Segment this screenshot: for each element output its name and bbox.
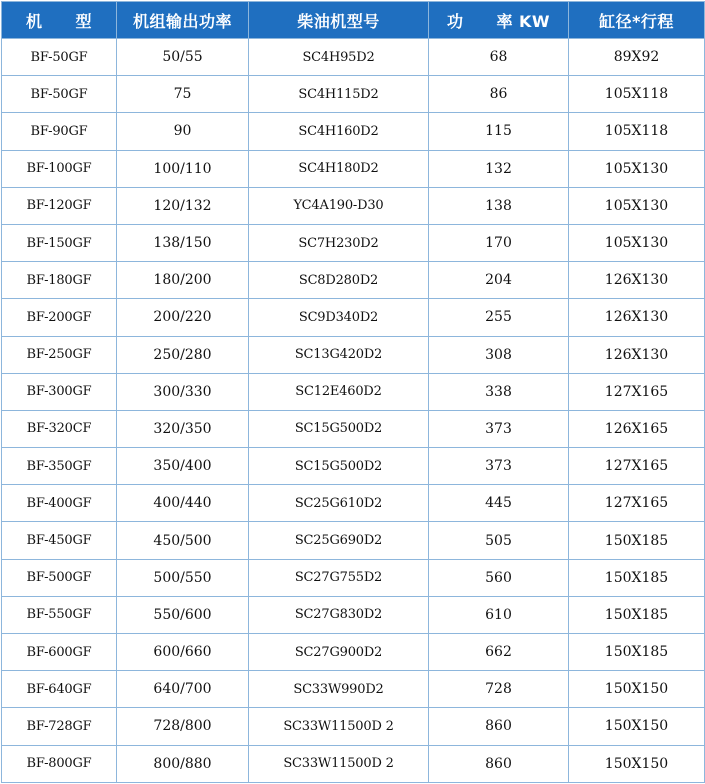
engine-cell: SC25G610D2 [249,485,429,522]
bore-cell: 150X150 [569,745,705,782]
output-cell: 550/600 [117,596,249,633]
bore-cell: 105X118 [569,76,705,113]
engine-cell: SC27G755D2 [249,559,429,596]
engine-cell: SC27G900D2 [249,634,429,671]
model-cell: BF-500GF [2,559,117,596]
table-row [2,522,705,559]
engine-cell: YC4A190-D30 [249,187,429,224]
model-cell: BF-800GF [2,745,117,782]
generator-spec-table [1,1,705,783]
power-cell: 204 [429,262,569,299]
model-cell: BF-100GF [2,150,117,187]
header-row [2,2,705,39]
output-cell: 500/550 [117,559,249,596]
header-engine: 柴油机型号 [249,2,429,39]
model-cell: BF-600GF [2,634,117,671]
table-row [2,39,705,76]
engine-cell: SC13G420D2 [249,336,429,373]
header-power: 功 率 KW [429,2,569,39]
bore-cell: 105X118 [569,113,705,150]
bore-cell: 105X130 [569,224,705,261]
model-cell: BF-550GF [2,596,117,633]
table-row [2,708,705,745]
table-row [2,485,705,522]
power-cell: 138 [429,187,569,224]
model-cell: BF-728GF [2,708,117,745]
table-row [2,559,705,596]
table-body [2,39,705,783]
engine-cell: SC15G500D2 [249,410,429,447]
model-cell: BF-90GF [2,113,117,150]
output-cell: 800/880 [117,745,249,782]
engine-cell: SC9D340D2 [249,299,429,336]
bore-cell: 126X165 [569,410,705,447]
bore-cell: 127X165 [569,485,705,522]
power-cell: 132 [429,150,569,187]
output-cell: 138/150 [117,224,249,261]
power-cell: 68 [429,39,569,76]
bore-cell: 105X130 [569,187,705,224]
table-row [2,76,705,113]
power-cell: 728 [429,671,569,708]
output-cell: 640/700 [117,671,249,708]
power-cell: 255 [429,299,569,336]
output-cell: 300/330 [117,373,249,410]
table-row [2,299,705,336]
model-cell: BF-180GF [2,262,117,299]
bore-cell: 150X185 [569,596,705,633]
model-cell: BF-50GF [2,39,117,76]
engine-cell: SC33W11500D 2 [249,745,429,782]
table-row [2,187,705,224]
header-bore: 缸径*行程 [569,2,705,39]
engine-cell: SC33W11500D 2 [249,708,429,745]
power-cell: 860 [429,745,569,782]
model-cell: BF-250GF [2,336,117,373]
output-cell: 600/660 [117,634,249,671]
engine-cell: SC4H180D2 [249,150,429,187]
bore-cell: 105X130 [569,150,705,187]
power-cell: 86 [429,76,569,113]
engine-cell: SC4H95D2 [249,39,429,76]
output-cell: 728/800 [117,708,249,745]
power-cell: 860 [429,708,569,745]
output-cell: 320/350 [117,410,249,447]
model-cell: BF-50GF [2,76,117,113]
table-row [2,634,705,671]
bore-cell: 150X150 [569,708,705,745]
engine-cell: SC12E460D2 [249,373,429,410]
power-cell: 445 [429,485,569,522]
output-cell: 75 [117,76,249,113]
engine-cell: SC4H115D2 [249,76,429,113]
output-cell: 180/200 [117,262,249,299]
engine-cell: SC33W990D2 [249,671,429,708]
table-row [2,596,705,633]
bore-cell: 126X130 [569,262,705,299]
output-cell: 50/55 [117,39,249,76]
model-cell: BF-640GF [2,671,117,708]
engine-cell: SC15G500D2 [249,448,429,485]
bore-cell: 89X92 [569,39,705,76]
output-cell: 200/220 [117,299,249,336]
model-cell: BF-320CF [2,410,117,447]
output-cell: 120/132 [117,187,249,224]
engine-cell: SC7H230D2 [249,224,429,261]
bore-cell: 150X185 [569,559,705,596]
power-cell: 115 [429,113,569,150]
model-cell: BF-400GF [2,485,117,522]
bore-cell: 126X130 [569,299,705,336]
power-cell: 338 [429,373,569,410]
engine-cell: SC25G690D2 [249,522,429,559]
bore-cell: 127X165 [569,448,705,485]
model-cell: BF-150GF [2,224,117,261]
model-cell: BF-200GF [2,299,117,336]
table-row [2,373,705,410]
table-row [2,113,705,150]
power-cell: 505 [429,522,569,559]
model-cell: BF-120GF [2,187,117,224]
output-cell: 100/110 [117,150,249,187]
output-cell: 250/280 [117,336,249,373]
output-cell: 90 [117,113,249,150]
table-row [2,745,705,782]
power-cell: 170 [429,224,569,261]
table-row [2,262,705,299]
table-row [2,336,705,373]
table-row [2,224,705,261]
bore-cell: 150X150 [569,671,705,708]
table-row [2,410,705,447]
power-cell: 373 [429,448,569,485]
table-row [2,671,705,708]
table-row [2,448,705,485]
header-output: 机组输出功率 [117,2,249,39]
engine-cell: SC8D280D2 [249,262,429,299]
power-cell: 560 [429,559,569,596]
header-model: 机 型 [2,2,117,39]
table-header [2,2,705,39]
bore-cell: 150X185 [569,522,705,559]
power-cell: 308 [429,336,569,373]
table-row [2,150,705,187]
model-cell: BF-300GF [2,373,117,410]
output-cell: 450/500 [117,522,249,559]
engine-cell: SC27G830D2 [249,596,429,633]
model-cell: BF-450GF [2,522,117,559]
output-cell: 400/440 [117,485,249,522]
engine-cell: SC4H160D2 [249,113,429,150]
model-cell: BF-350GF [2,448,117,485]
power-cell: 373 [429,410,569,447]
bore-cell: 150X185 [569,634,705,671]
power-cell: 662 [429,634,569,671]
bore-cell: 127X165 [569,373,705,410]
output-cell: 350/400 [117,448,249,485]
bore-cell: 126X130 [569,336,705,373]
power-cell: 610 [429,596,569,633]
